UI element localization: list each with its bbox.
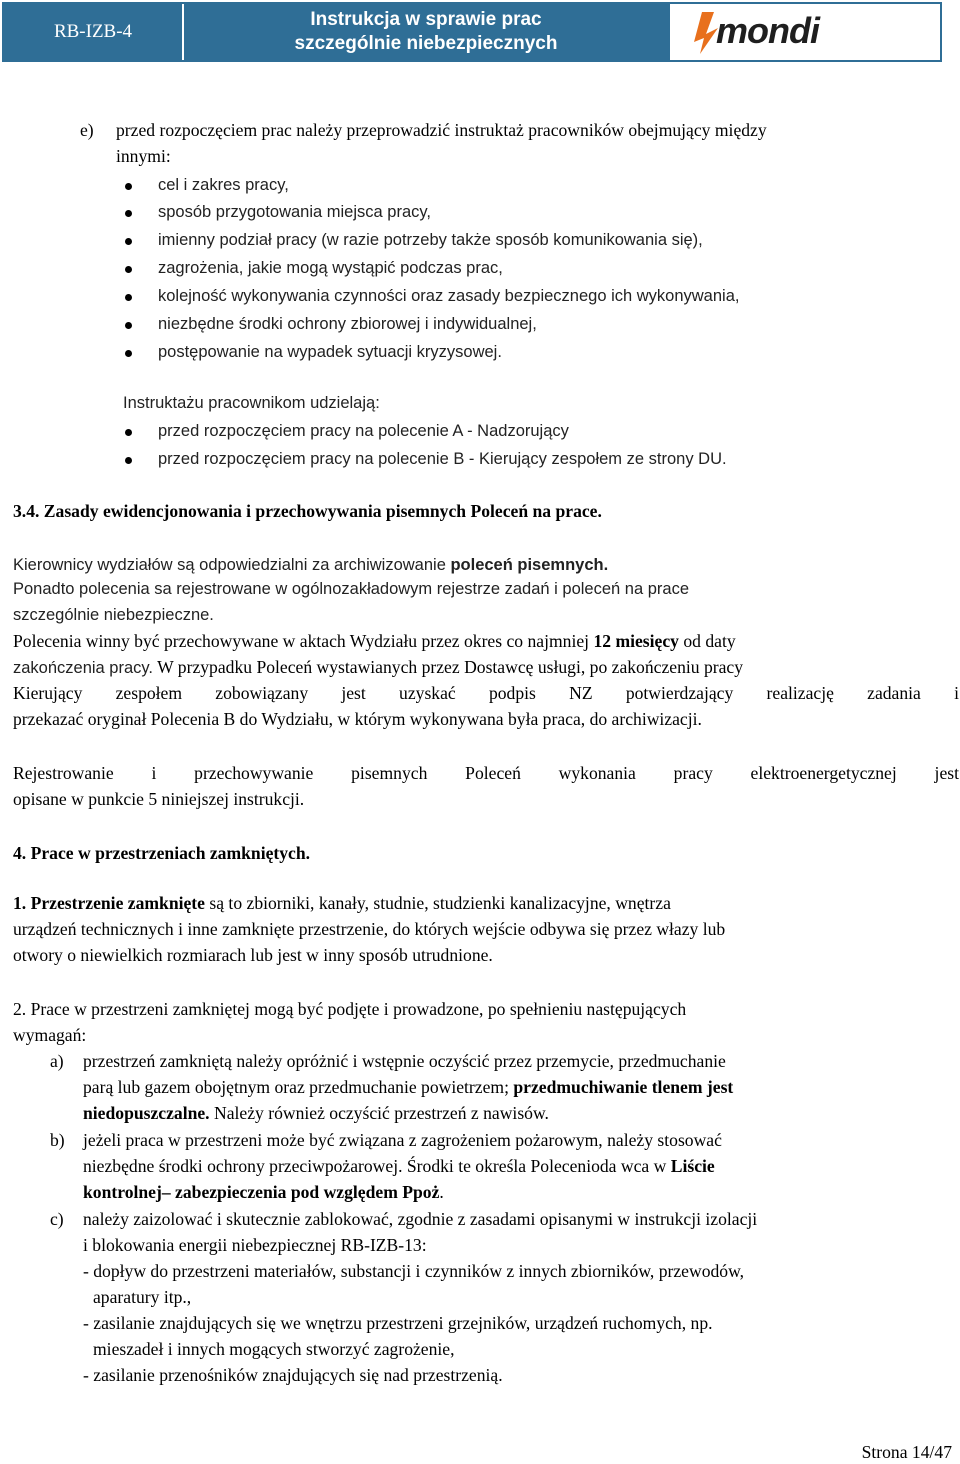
bullet-icon: [125, 294, 132, 301]
document-code: RB-IZB-4: [4, 4, 182, 60]
item-a-2b: przedmuchiwanie tlenem jest: [513, 1077, 734, 1097]
p-work-line-1: 2. Prace w przestrzeni zamkniętej mogą być podjęte i prowadzone, po spełnieniu następujących: [13, 999, 687, 1019]
p-archive-b: poleceń pisemnych.: [450, 556, 609, 574]
p-keep-2b: W przypadku Poleceń wystawianych przez Dostawcę usługi, po zakończeniu pracy: [153, 657, 744, 677]
item-a-line-2: [83, 1076, 733, 1098]
section-heading: [13, 842, 310, 864]
page-number: Strona 14/47: [861, 1442, 952, 1462]
bullet-icon: [125, 238, 132, 245]
bullet-icon: [125, 210, 132, 217]
item-c-dash-3: - zasilanie przenośników znajdujących się nad przestrzenią.: [83, 1365, 503, 1385]
p-register-elec-line-1: Rejestrowanie i przechowywanie pisemnych Poleceń wykonania pracy elektroenergetycznej jest: [13, 763, 959, 783]
bullet-icon: [125, 350, 132, 357]
item-c-dash-1-line-1: - dopływ do przestrzeni materiałów, substancji i czynników z innych zbiorników, przewodów,: [83, 1261, 745, 1281]
item-b-line-2: [83, 1155, 715, 1177]
p-confined-term: Przestrzenie zamknięte: [30, 893, 205, 913]
p-register-elec-line-2: opisane w punkcie 5 niniejszej instrukcji.: [13, 789, 305, 809]
item-c-line-2: i blokowania energii niebezpiecznej RB-IZB-13:: [83, 1235, 427, 1255]
item-b-marker: b): [50, 1130, 65, 1150]
list-item: kolejność wykonywania czynności oraz zasady bezpiecznego ich wykonywania,: [158, 287, 740, 305]
item-a-2a: parą lub gazem obojętnym oraz przedmuchanie powietrzem;: [83, 1077, 514, 1097]
item-b-2a: niezbędne środki ochrony przeciwpożarowej. Środki te określa Polecenioda wca w: [83, 1156, 671, 1176]
item-b-line-1: jeżeli praca w przestrzeni może być związana z zagrożeniem pożarowym, należy stosować: [83, 1130, 722, 1150]
bullet-icon: [125, 457, 132, 464]
item-b-3c: .: [439, 1182, 444, 1202]
list-item: postępowanie na wypadek sytuacji kryzysowej.: [158, 343, 502, 361]
p-archive-a: Kierownicy wydziałów są odpowiedzialni za archiwizowanie: [13, 556, 451, 574]
p-register-line-1: Ponadto polecenia sa rejestrowane w ogólnozakładowym rejestrze zadań i poleceń na prace: [13, 580, 689, 598]
item-a-3a: niedopuszczalne.: [83, 1103, 210, 1123]
p-confined-line-2: urządzeń technicznych i inne zamknięte przestrzenie, do których wejście odbywa się przez włazy lub: [13, 919, 726, 939]
p-keep-line-1: [13, 630, 959, 652]
bullet-icon: [125, 429, 132, 436]
item-a-line-3: [83, 1102, 549, 1124]
p-confined-line-1: [13, 892, 671, 914]
p-confined-line-3: otwory o niewielkich rozmiarach lub jest w inny sposób utrudnione.: [13, 945, 493, 965]
bullet-icon: [125, 266, 132, 273]
p-work-line-2: wymagań:: [13, 1025, 87, 1045]
p-confined-1: są to zbiorniki, kanały, studnie, studzienki kanalizacyjne, wnętrza: [204, 893, 671, 913]
p-register-line-2: szczególnie niebezpieczne.: [13, 606, 214, 624]
instruction-heading: Instruktażu pracownikom udzielają:: [123, 394, 380, 412]
p-keep-line-3: Kierujący zespołem zobowiązany jest uzyskać podpis NZ potwierdzający realizację zadania i: [13, 683, 959, 703]
item-e-marker: e): [80, 120, 94, 140]
document-header: [2, 2, 942, 62]
item-e-line-2: innymi:: [116, 146, 171, 166]
list-item: przed rozpoczęciem pracy na polecenie B - Kierujący zespołem ze strony DU.: [158, 450, 727, 468]
p-keep-2a: zakończenia pracy.: [13, 659, 154, 677]
section-3-4-heading: 3.4. Zasady ewidencjonowania i przechowywania pisemnych Poleceń na prace.: [13, 501, 602, 521]
item-a-line-1: przestrzeń zamkniętą należy opróżnić i wstępnie oczyścić przez przemycie, przedmuchanie: [83, 1051, 726, 1071]
section-4-heading: 4. Prace w przestrzeniach zamkniętych.: [13, 843, 311, 863]
p-keep-1b: 12 miesięcy: [593, 631, 679, 651]
title-line-2: szczególnie niebezpiecznych: [294, 33, 558, 54]
p-confined-num: 1.: [13, 893, 31, 913]
item-b-line-3: [83, 1181, 444, 1203]
item-e-line-1: przed rozpoczęciem prac należy przeprowadzić instruktaż pracowników obejmujący między: [116, 120, 767, 140]
list-item: cel i zakres pracy,: [158, 176, 289, 194]
item-a-marker: a): [50, 1051, 64, 1071]
item-c-dash-2-line-2: mieszadeł i innych mogących stworzyć zagrożenie,: [93, 1339, 455, 1359]
item-c-marker: c): [50, 1209, 64, 1229]
item-b-2b: Liście: [670, 1156, 715, 1176]
list-item: sposób przygotowania miejsca pracy,: [158, 203, 431, 221]
title-line-1: Instrukcja w sprawie prac: [310, 9, 542, 30]
p-keep-line-2: [13, 656, 743, 679]
item-c-line-1: należy zaizolować i skutecznie zablokować, zgodnie z zasadami opisanymi w instrukcji izolacji: [83, 1209, 758, 1229]
paragraph: [13, 554, 608, 576]
section-heading: [13, 500, 602, 522]
document-title: [182, 4, 670, 60]
bullet-icon: [125, 183, 132, 190]
list-item: przed rozpoczęciem pracy na polecenie A - Nadzorujący: [158, 422, 569, 440]
p-keep-1a: Polecenia winny być przechowywane w aktach Wydziału przez okres co najmniej: [13, 631, 594, 651]
item-b-3: kontrolnej– zabezpieczenia pod względem Ppoż: [83, 1182, 440, 1202]
company-logo: [670, 4, 940, 60]
list-item: zagrożenia, jakie mogą wystąpić podczas prac,: [158, 259, 503, 277]
p-keep-line-4: przekazać oryginał Polecenia B do Wydziału, w którym wykonywana była praca, do archiwizacji.: [13, 709, 702, 729]
p-keep-1c: od daty: [678, 631, 736, 651]
logo-wordmark: mondi: [716, 10, 819, 51]
item-a-3b: Należy również oczyścić przestrzeń z nawisów.: [209, 1103, 549, 1123]
bullet-icon: [125, 322, 132, 329]
list-item: imienny podział pracy (w razie potrzeby także sposób komunikowania się),: [158, 231, 703, 249]
item-c-dash-1-line-2: aparatury itp.,: [93, 1287, 192, 1307]
list-item: niezbędne środki ochrony zbiorowej i indywidualnej,: [158, 315, 537, 333]
item-c-dash-2-line-1: - zasilanie znajdujących się we wnętrzu przestrzeni grzejników, urządzeń ruchomych, np.: [83, 1313, 713, 1333]
